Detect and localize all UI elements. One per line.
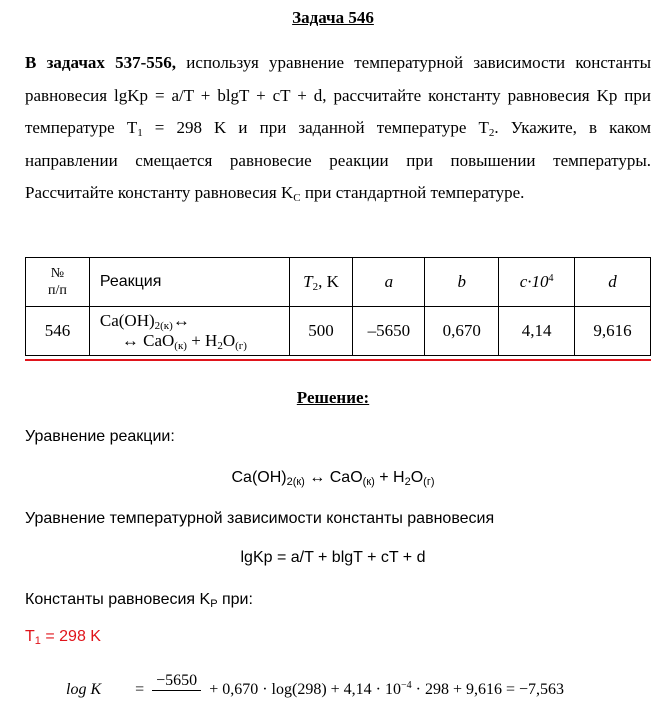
t2-subscript: 2 <box>488 127 495 140</box>
cell-c: 4,14 <box>499 307 575 356</box>
reaction-line-2: ↔ $CaO_{(к)} + H_2O_{(г)}$ <box>121 331 247 352</box>
red-divider <box>25 359 651 361</box>
data-table <box>25 257 651 356</box>
task-lead: В задачах 537-556, <box>25 53 177 72</box>
header-c: $c\cdot 10^4$ <box>499 258 575 307</box>
task-statement <box>25 47 651 210</box>
dependence-label: Уравнение температурной зависимости константы равновесия <box>25 510 495 527</box>
cell-d: 9,616 <box>575 307 651 356</box>
t1-subscript: 1 <box>137 127 143 140</box>
kc-subscript: C <box>293 192 301 205</box>
t1-label: $T_1 = 298$ K <box>25 628 101 647</box>
table-row <box>26 307 651 356</box>
header-reaction: Реакция <box>89 258 289 307</box>
table-header-row <box>26 258 651 307</box>
calc-formula: log K = −5650 + $0,670 \cdot \log(298) + 4,14 \cdot 10^{-4} \cdot 298 + 9,616 = -7,563$ <box>66 672 564 709</box>
header-d: d <box>575 258 651 307</box>
reaction-equation: $Ca(OH)_{2(к)}$ ↔ $CaO_{(к)} + H_2O_{(г)}$ <box>231 469 435 488</box>
dependence-formula: lgKp = a/T + blgT + cT + d <box>240 549 426 566</box>
page-title: Задача 546 <box>292 8 374 27</box>
reaction-eq-label: Уравнение реакции: <box>25 428 175 445</box>
task-text-3: . Укажите, в каком направлении смещается равновесие реакции при повышении температуры. Рассчитайте константу равновесия K <box>25 118 651 203</box>
solution-heading: Решение: <box>296 388 370 407</box>
task-text: используя уравнение температурной зависимости константы равновесия lgKp = a/T + blgT + cT + d, рассчитайте константу равновесия Kp при температуре T <box>25 53 652 138</box>
header-num: № п/п <box>26 258 90 307</box>
calc-fraction: −5650 <box>152 672 201 709</box>
header-b: b <box>425 258 499 307</box>
cell-t2: 500 <box>289 307 353 356</box>
cell-a: –5650 <box>353 307 425 356</box>
header-t2: $T_2$, K <box>289 258 353 307</box>
cell-b: 0,670 <box>425 307 499 356</box>
cell-reaction <box>89 307 289 356</box>
header-a: a <box>353 258 425 307</box>
task-text-4: при стандартной температуре. <box>300 183 525 203</box>
cell-num: 546 <box>26 307 90 356</box>
constants-label: Константы равновесия $K_P$ при: <box>25 591 253 610</box>
reaction-line-1: $Ca(OH)_{2(к)}\leftrightarrow$ <box>99 311 190 332</box>
task-text-2: = 298 K и при заданной температуре T <box>142 118 489 138</box>
